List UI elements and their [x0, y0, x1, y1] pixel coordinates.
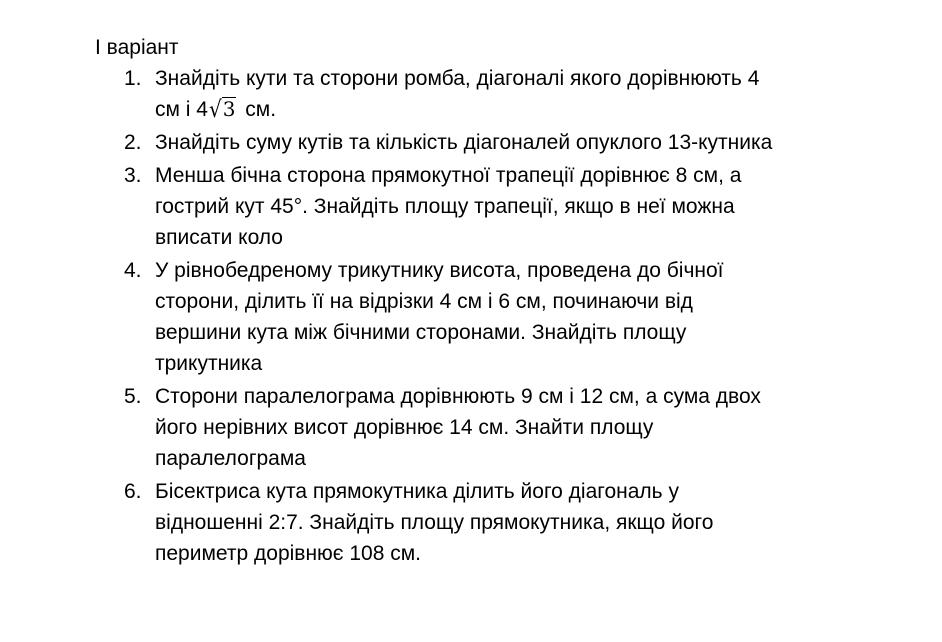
task-line: відношенні 2:7. Знайдіть площу прямокутника, якщо його — [155, 511, 714, 534]
task-number: 6. — [124, 480, 142, 503]
radical-sign: √ — [208, 95, 222, 123]
task-text — [155, 476, 855, 569]
task-line: вершини кута між бічними сторонами. Знайдіть площу — [155, 321, 687, 344]
task-2 — [0, 127, 942, 158]
task-line: вписати коло — [155, 226, 283, 249]
task-line: У рівнобедреному трикутнику висота, проведена до бічної — [155, 259, 724, 282]
task-list — [0, 63, 942, 571]
task-line-with-root — [155, 94, 855, 125]
task-line: сторони, ділить її на відрізки 4 см і 6 см, починаючи від — [155, 290, 693, 313]
task-1 — [0, 63, 942, 125]
text-fragment: см і 4 — [155, 98, 208, 121]
task-number: 1. — [124, 67, 142, 90]
task-number: 2. — [124, 131, 142, 154]
task-line: його нерівних висот дорівнює 14 см. Знайти площу — [155, 416, 654, 439]
task-line: Бісектриса кута прямокутника ділить його діагональ у — [155, 480, 679, 503]
task-text — [155, 160, 855, 253]
task-text — [155, 63, 855, 125]
variant-title: І варіант — [95, 36, 179, 59]
task-text — [155, 381, 855, 474]
square-root — [209, 94, 236, 125]
text-fragment: см. — [239, 98, 277, 121]
task-6 — [0, 476, 942, 569]
task-line: трикутника — [155, 352, 263, 375]
task-line: гострий кут 45°. Знайдіть площу трапеції, якщо в неї можна — [155, 195, 735, 218]
task-5 — [0, 381, 942, 474]
task-3 — [0, 160, 942, 253]
task-text — [155, 127, 855, 158]
task-line: Знайдіть кути та сторони ромба, діагоналі якого дорівнюють 4 — [155, 67, 760, 90]
task-line: Сторони паралелограма дорівнюють 9 см і 12 см, а сума двох — [155, 385, 761, 408]
task-4 — [0, 255, 942, 379]
task-number: 5. — [124, 385, 142, 408]
task-line: Менша бічна сторона прямокутної трапеції дорівнює 8 см, а — [155, 164, 742, 187]
task-line: Знайдіть суму кутів та кількість діагоналей опуклого 13-кутника — [155, 131, 773, 154]
task-text — [155, 255, 855, 379]
task-line: периметр дорівнює 108 см. — [155, 542, 421, 565]
task-line: паралелограма — [155, 447, 306, 470]
task-number: 4. — [124, 259, 142, 282]
task-number: 3. — [124, 164, 142, 187]
radicand: 3 — [222, 97, 236, 121]
